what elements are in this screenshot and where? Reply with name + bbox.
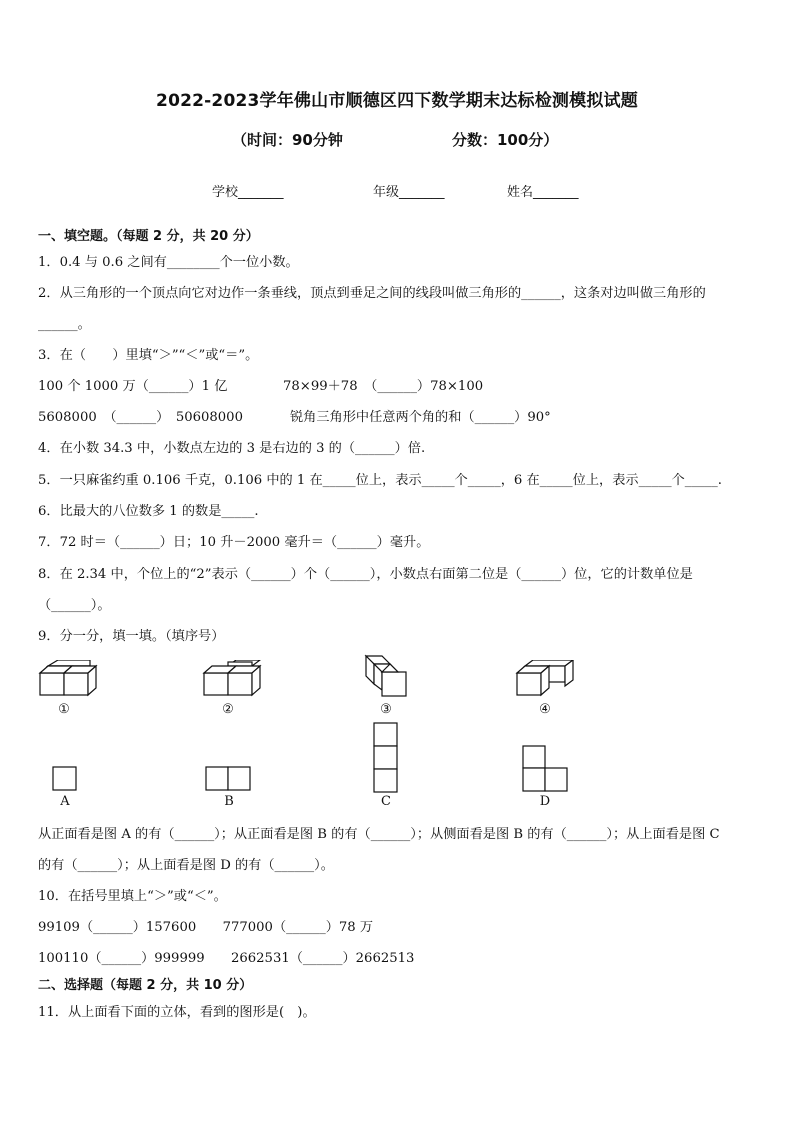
view-label-a: A: [60, 794, 70, 809]
question-8-cont: （______）。: [38, 598, 111, 613]
view-figure-c: [373, 722, 399, 794]
solid-figure-1: [38, 660, 98, 700]
question-7: 7．72 时＝（______）日；10 升－2000 毫升＝（______）毫升。: [38, 535, 430, 550]
solid-figure-4: [515, 660, 577, 700]
view-figure-d: [522, 745, 570, 793]
school-field: 学校_______: [212, 185, 284, 200]
question-3-row2a: 5608000 （______） 50608000: [38, 410, 243, 425]
view-figure-a: [52, 766, 78, 792]
question-10-row1: 99109（______）157600 777000（______）78 万: [38, 920, 374, 935]
view-figure-b: [205, 766, 253, 792]
question-11: 11．从上面看下面的立体，看到的图形是( )。: [38, 1005, 316, 1020]
figure-label-3: ③: [380, 702, 392, 717]
question-5: 5．一只麻雀约重 0.106 千克，0.106 中的 1 在_____位上，表示_____个_____，6 在_____位上，表示_____个_____.: [38, 473, 722, 488]
question-10-row2: 100110（______）999999 2662531（______）2662513: [38, 951, 415, 966]
question-9-text: 从正面看是图 A 的有（______）；从正面看是图 B 的有（______）；从侧面看是图 B 的有（______）；从上面看是图 C: [38, 827, 720, 842]
view-label-b: B: [224, 794, 234, 809]
page-title: 2022-2023学年佛山市顺德区四下数学期末达标检测模拟试题: [156, 91, 638, 111]
question-10: 10．在括号里填上“＞”或“＜”。: [38, 889, 227, 904]
view-label-d: D: [539, 794, 551, 809]
question-6: 6．比最大的八位数多 1 的数是_____.: [38, 504, 259, 519]
question-8: 8．在 2.34 中，个位上的“2”表示（______）个（______），小数点右面第二位是（______）位，它的计数单位是: [38, 567, 693, 582]
section-choice: 二、选择题（每题 2 分，共 10 分）: [38, 978, 253, 993]
figure-label-4: ④: [539, 702, 551, 717]
question-3-row1b: 78×99＋78 （______）78×100: [283, 379, 484, 394]
question-3-row2b: 锐角三角形中任意两个角的和（______）90°: [290, 410, 551, 425]
exam-score: 分数：100分）: [452, 131, 559, 149]
question-2-cont: ______。: [38, 317, 91, 332]
question-9-text-cont: 的有（______）；从上面看是图 D 的有（______）。: [38, 858, 334, 873]
question-2: 2．从三角形的一个顶点向它对边作一条垂线，顶点到垂足之间的线段叫做三角形的______，这条对边叫做三角形的: [38, 286, 706, 301]
question-9: 9．分一分，填一填。（填序号）: [38, 629, 225, 644]
question-3-row1a: 100 个 1000 万（______）1 亿: [38, 379, 228, 394]
question-4: 4．在小数 34.3 中，小数点左边的 3 是右边的 3 的（______）倍.: [38, 441, 426, 456]
exam-time: （时间：90分钟: [232, 131, 343, 149]
section-fill-blank: 一、填空题。（每题 2 分，共 20 分）: [38, 229, 259, 244]
view-label-c: C: [381, 794, 391, 809]
figure-label-1: ①: [58, 702, 70, 717]
solid-figure-3: [364, 654, 410, 700]
name-field: 姓名_______: [507, 185, 579, 200]
solid-figure-2: [202, 660, 262, 700]
question-1: 1．0.4 与 0.6 之间有________个一位小数。: [38, 255, 299, 270]
grade-field: 年级_______: [373, 185, 445, 200]
question-3: 3．在（ ）里填“＞”“＜”或“＝”。: [38, 348, 259, 363]
figure-label-2: ②: [222, 702, 234, 717]
